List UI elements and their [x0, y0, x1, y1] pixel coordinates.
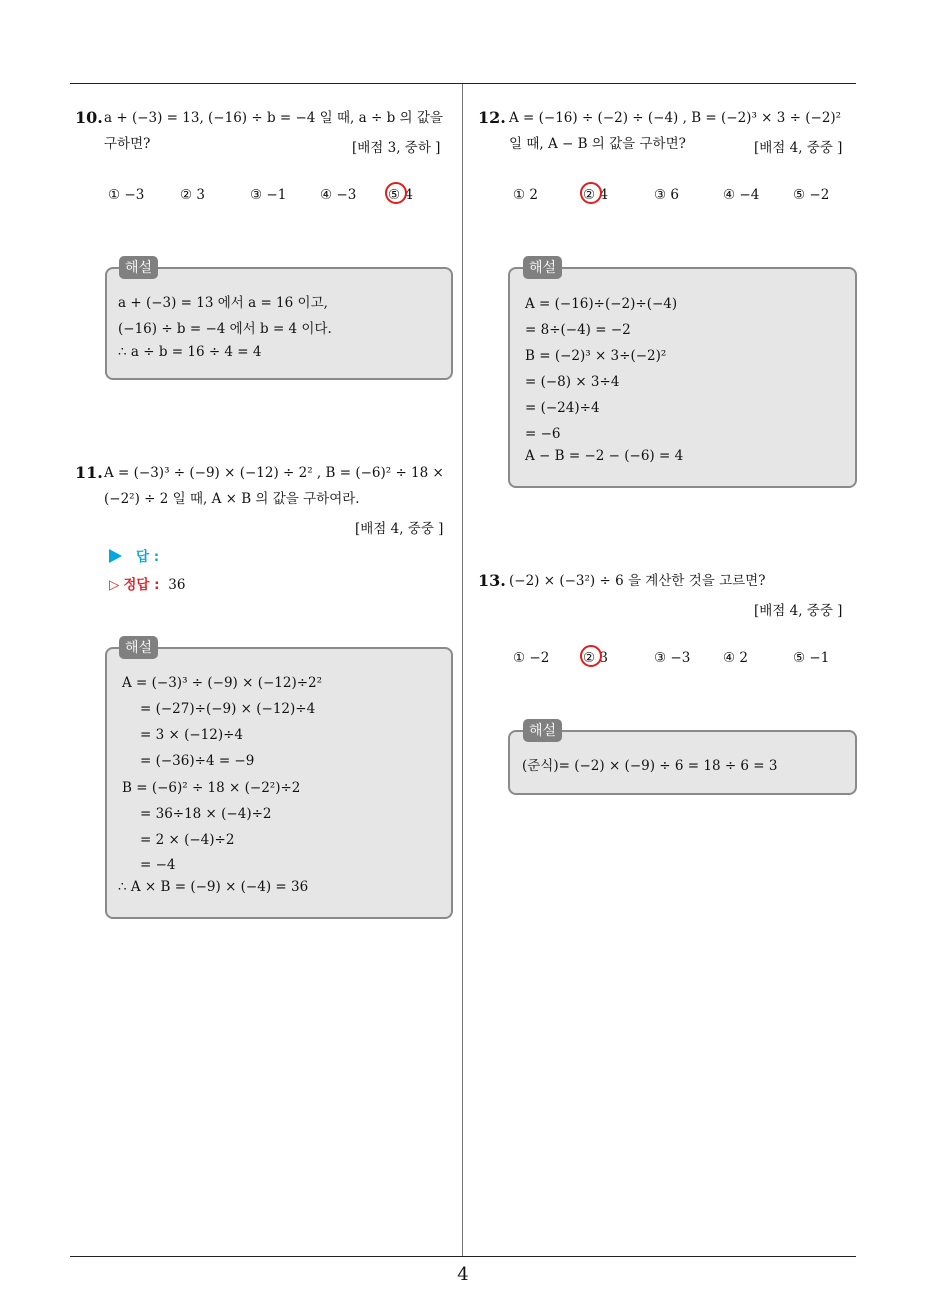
q13-choice-4[interactable]: ④ 2: [723, 650, 748, 666]
q11-solution-line: = 2 × (−4)÷2: [140, 832, 235, 848]
q12-solution-line: A = (−16)÷(−2)÷(−4): [525, 296, 678, 312]
q12-text-line2: 일 때, A − B 의 값을 구하면?: [509, 136, 686, 152]
q11-text-line2: (−2²) ÷ 2 일 때, A × B 의 값을 구하여라.: [104, 491, 360, 507]
q10-choice-1[interactable]: ① −3: [108, 187, 145, 203]
q11-number: 11.: [75, 463, 103, 482]
correct-mark-circle: [580, 645, 602, 667]
q13-solution-tag: 해설: [523, 719, 562, 742]
q11-solution-line: = (−27)÷(−9) × (−12)÷4: [140, 701, 316, 717]
q12-solution-line: = (−8) × 3÷4: [525, 374, 620, 390]
column-divider: [462, 84, 463, 1256]
q12-text-line1: A = (−16) ÷ (−2) ÷ (−4) , B = (−2)³ × 3 ÷ (−2)²: [509, 110, 842, 126]
q10-solution-box: [105, 267, 453, 380]
q11-solution-line: = (−36)÷4 = −9: [140, 753, 255, 769]
q10-difficulty: [배점 3, 중하 ]: [352, 140, 441, 156]
q12-choice-5[interactable]: ⑤ −2: [793, 187, 830, 203]
q11-solution-line: = 3 × (−12)÷4: [140, 727, 244, 743]
q10-solution-line: ∴ a ÷ b = 16 ÷ 4 = 4: [118, 344, 262, 360]
q10-text-line2: 구하면?: [104, 136, 151, 152]
q12-solution-box: [508, 267, 857, 488]
q11-text-line1: A = (−3)³ ÷ (−9) × (−12) ÷ 2² , B = (−6)² ÷ 18 ×: [104, 465, 444, 481]
q11-solution-box: [105, 647, 453, 919]
q11-difficulty: [배점 4, 중중 ]: [355, 521, 444, 537]
q10-solution-tag: 해설: [119, 256, 158, 279]
q11-solution-tag: 해설: [119, 636, 158, 659]
correct-mark-circle: [385, 182, 407, 204]
q11-solution-line: B = (−6)² ÷ 18 × (−2²)÷2: [122, 780, 301, 796]
q10-choice-5[interactable]: ⑤ 4: [388, 187, 413, 203]
q13-solution-line: (준식)= (−2) × (−9) ÷ 6 = 18 ÷ 6 = 3: [522, 758, 778, 774]
q12-solution-line: = −6: [525, 426, 561, 442]
q12-choice-4[interactable]: ④ −4: [723, 187, 760, 203]
q12-choice-2[interactable]: ② 4: [583, 187, 608, 203]
q11-correct-row: [109, 573, 185, 593]
q11-solution-line: = −4: [140, 857, 176, 873]
q12-choice-3[interactable]: ③ 6: [654, 187, 679, 203]
q12-choice-1[interactable]: ① 2: [513, 187, 538, 203]
correct-mark-circle: [580, 182, 602, 204]
q12-solution-tag: 해설: [523, 256, 562, 279]
hollow-arrow-icon: ▷: [109, 577, 120, 593]
q11-solution-line: ∴ A × B = (−9) × (−4) = 36: [118, 879, 309, 895]
q12-solution-line: = 8÷(−4) = −2: [525, 322, 631, 338]
q12-solution-line: = (−24)÷4: [525, 400, 600, 416]
q11-solution-line: A = (−3)³ ÷ (−9) × (−12)÷2²: [122, 675, 323, 691]
q13-difficulty: [배점 4, 중중 ]: [754, 603, 843, 619]
q10-choice-2[interactable]: ② 3: [180, 187, 205, 203]
play-arrow-icon: [109, 549, 122, 563]
q12-number: 12.: [478, 108, 506, 127]
q13-choice-5[interactable]: ⑤ −1: [793, 650, 830, 666]
q10-choice-3[interactable]: ③ −1: [250, 187, 287, 203]
page-number: 4: [457, 1264, 469, 1285]
top-rule: [70, 83, 856, 84]
q11-solution-line: = 36÷18 × (−4)÷2: [140, 806, 272, 822]
answer-label: 답 :: [136, 549, 160, 565]
q11-answer-row: [109, 545, 159, 565]
bottom-rule: [70, 1256, 856, 1257]
q13-choice-1[interactable]: ① −2: [513, 650, 550, 666]
q13-choice-3[interactable]: ③ −3: [654, 650, 691, 666]
q10-text-line1: a + (−3) = 13, (−16) ÷ b = −4 일 때, a ÷ b 의 값을: [104, 110, 443, 126]
q10-choice-4[interactable]: ④ −3: [320, 187, 357, 203]
q13-number: 13.: [478, 571, 506, 590]
correct-label: 정답 :: [123, 577, 160, 593]
q13-text-line1: (−2) × (−3²) ÷ 6 을 계산한 것을 고르면?: [509, 573, 766, 589]
q12-solution-line: A − B = −2 − (−6) = 4: [525, 448, 684, 464]
correct-value: 36: [168, 577, 186, 593]
q10-solution-line: (−16) ÷ b = −4 에서 b = 4 이다.: [118, 321, 332, 337]
q13-choice-2[interactable]: ② 3: [583, 650, 608, 666]
q10-number: 10.: [75, 108, 103, 127]
q12-solution-line: B = (−2)³ × 3÷(−2)²: [525, 348, 667, 364]
q12-difficulty: [배점 4, 중중 ]: [754, 140, 843, 156]
q10-solution-line: a + (−3) = 13 에서 a = 16 이고,: [118, 295, 328, 311]
